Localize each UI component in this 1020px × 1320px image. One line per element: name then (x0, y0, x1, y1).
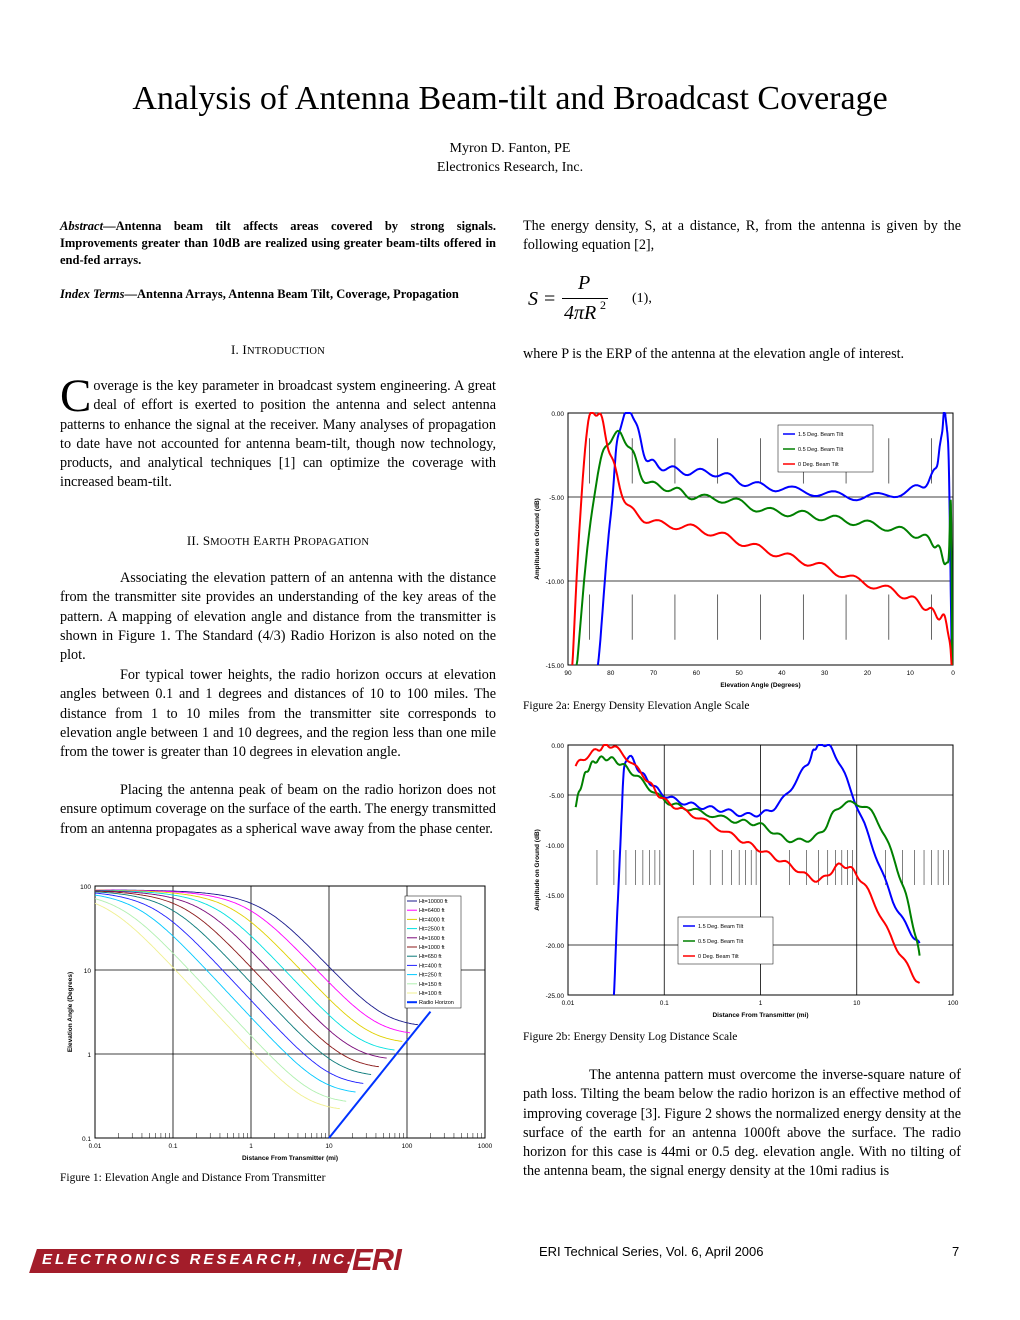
series-line-ht-1000-ft (95, 891, 379, 1067)
abstract: Abstract—Antenna beam tilt affects areas covered by strong signals. Improvements greater than 10dB are realized using greater beam-tilts offered in end-fed arrays. (60, 219, 496, 267)
series-line-ht-150-ft (95, 899, 346, 1102)
legend-label: Ht=150 ft (419, 981, 442, 988)
section-heading-smooth-earth: II. SMOOTH EARTH PROPAGATION (186, 533, 370, 548)
energy-density-paragraph: The energy density, S, at a distance, R, from the antenna is given by the following equation [2], (523, 218, 961, 254)
y-axis-label: Elevation Angle (Degrees) (67, 971, 74, 1053)
author-affiliation: Electronics Research, Inc. (436, 160, 584, 175)
x-tick-label: 70 (649, 670, 658, 677)
legend-label: Ht=1000 ft (419, 945, 445, 951)
footer-company-name: ELECTRONICS RESEARCH, INC. (42, 1251, 355, 1268)
eri-logo: ERI (352, 1242, 401, 1277)
legend-label: Ht=2500 ft (419, 926, 445, 933)
x-tick-label: 60 (692, 670, 700, 677)
series-line-1-5-deg-beam-tilt (598, 413, 952, 665)
smooth-earth-paragraph-3: Placing the antenna peak of beam on the radio horizon does not ensure optimum coverage on the surface of the earth. The energy transmitted from an antenna propagates as a spherical wave away from the phase center. (60, 782, 496, 837)
x-tick-label: 1 (758, 1000, 763, 1007)
legend-label: 0.5 Deg. Beam Tilt (798, 447, 844, 453)
figure-2b-chart (523, 737, 963, 1025)
x-tick-label: 10 (906, 670, 914, 677)
y-tick-label: 10 (83, 968, 91, 975)
legend-label: Ht=400 ft (419, 963, 442, 970)
legend-label: Ht=100 ft (419, 991, 442, 997)
legend-label: 1.5 Deg. Beam Tilt (798, 432, 844, 438)
legend-label: Ht=6400 ft (419, 908, 445, 915)
antenna-pattern-paragraph: The antenna pattern must overcome the inverse-square nature of path loss. Tilting the beam below the radio horizon is an effective method of improving coverage [3]. Figure 2 shows the normalized energy density at the surface of the earth for an antenna 1000ft above the surface. The radio horizon for this case is 44mi or 0.5 deg. elevation angle. With no tilting of the antenna beam, the signal energy density at the 10mi radius is (523, 1067, 961, 1180)
where-paragraph: where P is the ERP of the antenna at the elevation angle of interest. (523, 346, 905, 362)
x-tick-label: 100 (401, 1143, 413, 1150)
index-terms-label: Index Terms (60, 287, 125, 301)
figure-1-caption: Figure 1: Elevation Angle and Distance From Transmitter (60, 1172, 326, 1184)
series-line-ht-10000-ft (95, 890, 418, 1025)
y-tick-label: -10.00 (545, 579, 564, 586)
legend-label: 1.5 Deg. Beam Tilt (698, 924, 744, 930)
x-axis-label: Distance From Transmitter (mi) (241, 1155, 339, 1162)
x-tick-label: 10 (325, 1143, 333, 1150)
footer-series: ERI Technical Series, Vol. 6, April 2006 (539, 1244, 764, 1259)
legend-label: Ht=650 ft (419, 954, 442, 961)
legend-label: 0.5 Deg. Beam Tilt (698, 939, 744, 945)
y-tick-label: 100 (80, 884, 91, 891)
x-tick-label: 100 (947, 1000, 959, 1007)
abstract-label: Abstract (60, 219, 104, 233)
x-tick-label: 30 (821, 670, 829, 677)
y-tick-label: 0.00 (551, 743, 564, 750)
legend-label: 0 Deg. Beam Tilt (798, 462, 839, 468)
y-tick-label: -15.00 (545, 893, 564, 900)
x-tick-label: 10 (853, 1000, 861, 1007)
series-line-ht-400-ft (95, 893, 363, 1083)
x-tick-label: 1000 (477, 1143, 493, 1150)
x-axis-label: Distance From Transmitter (mi) (712, 1012, 809, 1019)
series-line-ht-1600-ft (95, 891, 387, 1059)
page-number: 7 (952, 1244, 960, 1259)
x-tick-label: 80 (607, 670, 615, 677)
figure-2a-caption: Figure 2a: Energy Density Elevation Angle Scale (523, 700, 750, 712)
y-tick-label: 1 (87, 1052, 91, 1059)
page-title: Analysis of Antenna Beam-tilt and Broadcast Coverage (132, 80, 888, 117)
y-axis-label: Amplitude on Ground (dB) (534, 498, 541, 580)
figure-2b-caption: Figure 2b: Energy Density Log Distance Scale (523, 1031, 738, 1043)
y-tick-label: -10.00 (545, 843, 564, 850)
y-tick-label: 0.00 (551, 411, 564, 418)
legend-label: Radio Horizon (419, 1000, 454, 1007)
index-terms-text: Antenna Arrays, Antenna Beam Tilt, Coverage, Propagation (136, 287, 459, 301)
drop-cap: C (60, 370, 92, 422)
y-tick-label: -5.00 (549, 495, 564, 502)
legend-label: 0 Deg. Beam Tilt (698, 954, 739, 960)
series-line-0-5-deg-beam-tilt (577, 431, 953, 665)
y-axis-label: Amplitude on Ground (dB) (534, 829, 541, 911)
figure-2a-chart (523, 405, 963, 695)
x-tick-label: 50 (735, 670, 743, 677)
abstract-text: Antenna beam tilt affects areas covered by strong signals. Improvements greater than 10dB are realized using greater beam-tilts offered in end-fed arrays. (60, 219, 496, 267)
x-axis-label: Elevation Angle (Degrees) (720, 682, 801, 689)
series-line-radio-horizon (329, 1012, 430, 1138)
series-line-ht-250-ft (95, 895, 356, 1092)
y-tick-label: 0.1 (81, 1136, 91, 1143)
y-tick-label: -20.00 (545, 943, 564, 950)
y-tick-label: -15.00 (545, 663, 564, 670)
x-tick-label: 0.01 (88, 1143, 102, 1150)
author-name: Myron D. Fanton, PE (449, 141, 571, 156)
x-tick-label: 0.01 (561, 1000, 575, 1007)
x-tick-label: 1 (249, 1143, 253, 1150)
legend-label: Ht=250 ft (419, 972, 442, 979)
figure-1-chart (60, 880, 500, 1170)
legend-label: Ht=10000 ft (419, 899, 448, 905)
x-tick-label: 20 (863, 670, 872, 677)
series-line-ht-4000-ft (95, 890, 402, 1041)
x-tick-label: 40 (778, 670, 786, 677)
x-tick-label: 90 (564, 670, 572, 677)
legend-label: Ht=1600 ft (419, 935, 445, 942)
introduction-paragraph: Coverage is the key parameter in broadcast system engineering. A great deal of effort is exerted to position the antenna and select antenna patterns to enhance the signal at the receiver. Many analyses of propagation to date have not accounted for antenna beam-tilt, though now technology, products, and analytical techniques [1] can optimize the coverage with increased beam-tilt. (60, 370, 496, 491)
smooth-earth-paragraph-1: Associating the elevation pattern of an antenna with the distance from the transmitter site provides an understanding of the key areas of the pattern. A mapping of elevation angle and distance from the transmitter is shown in Figure 1. The Standard (4/3) Radio Horizon is also noted on the plot. (60, 570, 496, 664)
y-tick-label: -5.00 (549, 793, 564, 800)
x-tick-label: 0.1 (168, 1143, 178, 1150)
y-tick-label: -25.00 (545, 993, 564, 1000)
index-terms: Index Terms—Antenna Arrays, Antenna Beam Tilt, Coverage, Propagation (60, 287, 459, 301)
series-line-0-deg-beam-tilt (572, 413, 951, 665)
section-heading-introduction: I. INTRODUCTION (231, 342, 325, 357)
equation-1: S = P 4πR 2 (1), (528, 272, 652, 324)
smooth-earth-paragraph-2: For typical tower heights, the radio horizon occurs at elevation angles between 0.1 and 1 degrees and distances of 10 to 100 miles. The distance from 1 to 10 miles from the transmitter site corresponds to elevation angle between 1 and 10 degrees, and the region less than one mile from the tower is greater than 10 degrees in elevation angle. (60, 667, 496, 761)
x-tick-label: 0.1 (659, 1000, 669, 1007)
legend-label: Ht=4000 ft (419, 917, 445, 924)
x-tick-label: 0 (951, 670, 955, 677)
